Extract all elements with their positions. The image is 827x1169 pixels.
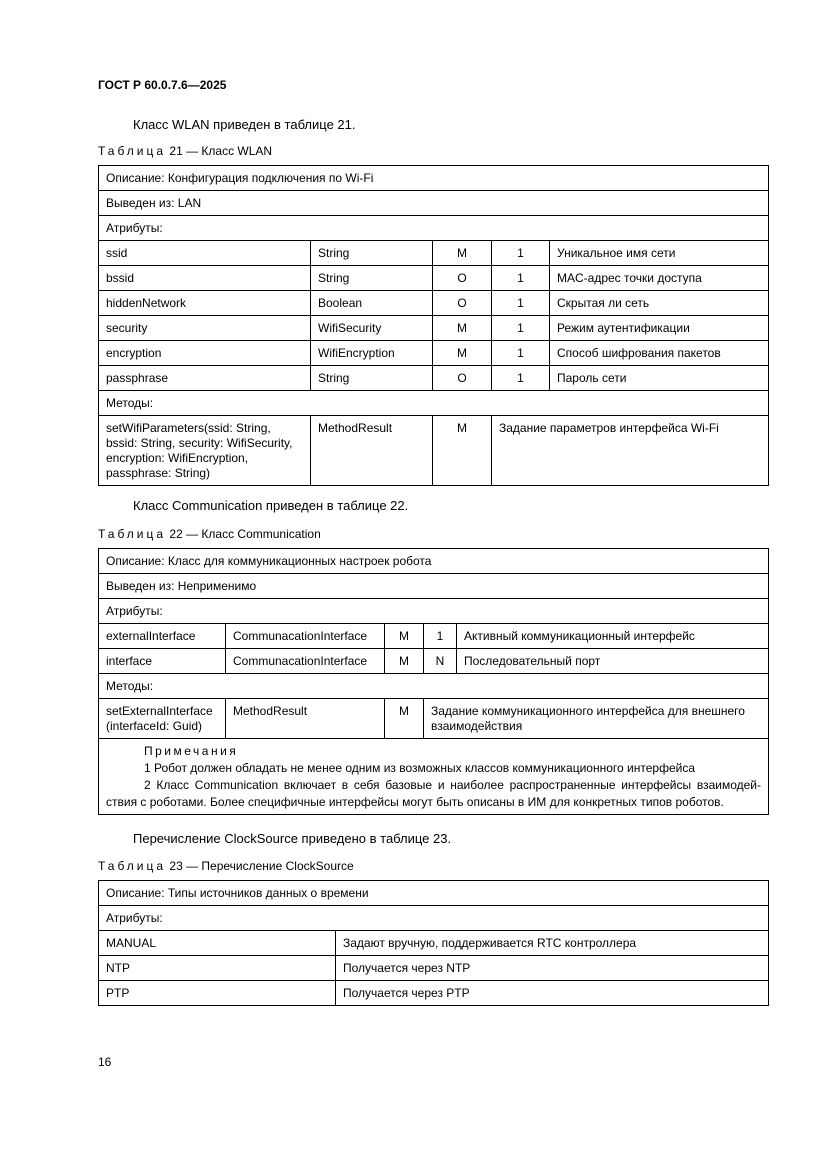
table-row <box>99 881 769 906</box>
attr-mult: 1 <box>492 341 550 366</box>
table-row <box>99 981 769 1006</box>
table-row <box>99 674 769 699</box>
attr-desc: Скрытая ли сеть <box>550 291 769 316</box>
attr-desc: Уникальное имя сети <box>550 241 769 266</box>
attr-mult: 1 <box>492 241 550 266</box>
enum-name: MANUAL <box>99 931 336 956</box>
attr-type: String <box>311 266 433 291</box>
method-req: M <box>433 416 492 486</box>
table-row <box>99 341 769 366</box>
table-row <box>99 216 769 241</box>
attr-mult: 1 <box>492 316 550 341</box>
table-row <box>99 191 769 216</box>
table-row <box>99 956 769 981</box>
attr-mult: 1 <box>424 624 457 649</box>
enum-name: PTP <box>99 981 336 1006</box>
attr-name: passphrase <box>99 366 311 391</box>
table-row <box>99 699 769 739</box>
table23-caption <box>98 859 354 873</box>
attr-req: M <box>433 316 492 341</box>
table22-caption <box>98 527 321 541</box>
method-req: M <box>385 699 424 739</box>
notes-title: Примечания <box>144 744 239 758</box>
enum-desc: Задают вручную, поддерживается RTC контроллера <box>336 931 769 956</box>
attr-type: WifiSecurity <box>311 316 433 341</box>
attr-req: M <box>385 649 424 674</box>
note-item: 1 Робот должен обладать не менее одним из возможных классов коммуникационного интерфейса <box>144 761 695 775</box>
attr-req: M <box>433 341 492 366</box>
enum-desc: Получается через NTP <box>336 956 769 981</box>
table21-derived: Выведен из: LAN <box>99 191 769 216</box>
table23-intro: Перечисление ClockSource приведено в таблице 23. <box>133 831 452 846</box>
table23-attributes-label: Атрибуты: <box>99 906 769 931</box>
method-desc: Задание коммуникационного интерфейса для внешнего взаимодействия <box>424 699 769 739</box>
table-row <box>99 549 769 574</box>
attr-name: ssid <box>99 241 311 266</box>
note-item: 2 Класс Communication включает в себя базовые и наиболее распространенные интерфейсы взаимодей-ствия с роботами. Более специфичные интерфейсы могут быть описаны в ИМ для конкретных типов роботов. <box>106 778 761 809</box>
document-header: ГОСТ Р 60.0.7.6—2025 <box>98 78 227 92</box>
table-row <box>99 291 769 316</box>
attr-desc: Способ шифрования пакетов <box>550 341 769 366</box>
table-row <box>99 739 769 815</box>
table21-caption <box>98 144 272 158</box>
table-row <box>99 166 769 191</box>
table22-methods-label: Методы: <box>99 674 769 699</box>
attr-mult: 1 <box>492 366 550 391</box>
table21-attributes-label: Атрибуты: <box>99 216 769 241</box>
table-row <box>99 241 769 266</box>
table22-caption-title: 22 — Класс Communication <box>166 527 321 541</box>
table-row <box>99 391 769 416</box>
table-row <box>99 906 769 931</box>
attr-type: Boolean <box>311 291 433 316</box>
attr-req: O <box>433 266 492 291</box>
attr-desc: MAC-адрес точки доступа <box>550 266 769 291</box>
table22-description: Описание: Класс для коммуникационных настроек робота <box>99 549 769 574</box>
attr-req: M <box>385 624 424 649</box>
table21-methods-label: Методы: <box>99 391 769 416</box>
table-row <box>99 624 769 649</box>
attr-desc: Режим аутентификации <box>550 316 769 341</box>
table-row <box>99 574 769 599</box>
table-21-wlan <box>98 165 769 486</box>
table22-notes <box>99 739 769 815</box>
method-type: MethodResult <box>311 416 433 486</box>
attr-mult: 1 <box>492 291 550 316</box>
attr-type: WifiEncryption <box>311 341 433 366</box>
table-23-clocksource <box>98 880 769 1006</box>
attr-desc: Пароль сети <box>550 366 769 391</box>
table-row <box>99 599 769 624</box>
attr-mult: 1 <box>492 266 550 291</box>
attr-name: bssid <box>99 266 311 291</box>
table22-derived: Выведен из: Неприменимо <box>99 574 769 599</box>
table21-caption-prefix: Таблица <box>98 144 167 158</box>
enum-desc: Получается через PTP <box>336 981 769 1006</box>
attr-name: interface <box>99 649 226 674</box>
attr-mult: N <box>424 649 457 674</box>
attr-name: externalInterface <box>99 624 226 649</box>
attr-name: hiddenNetwork <box>99 291 311 316</box>
attr-req: M <box>433 241 492 266</box>
attr-desc: Последовательный порт <box>457 649 769 674</box>
table-row <box>99 649 769 674</box>
table-row <box>99 931 769 956</box>
attr-desc: Активный коммуникационный интерфейс <box>457 624 769 649</box>
table21-intro: Класс WLAN приведен в таблице 21. <box>133 117 356 132</box>
method-name: setExternalInterface (interfaceId: Guid) <box>99 699 226 739</box>
attr-req: O <box>433 366 492 391</box>
table23-description: Описание: Типы источников данных о времени <box>99 881 769 906</box>
table22-intro: Класс Communication приведен в таблице 22. <box>133 498 409 513</box>
table23-caption-prefix: Таблица <box>98 859 167 873</box>
attr-type: String <box>311 241 433 266</box>
method-name: setWifiParameters(ssid: String, bssid: String, security: WifiSecurity, encryption: WifiEncryption, passphrase: String) <box>99 416 311 486</box>
enum-name: NTP <box>99 956 336 981</box>
table23-caption-title: 23 — Перечисление ClockSource <box>166 859 354 873</box>
attr-name: encryption <box>99 341 311 366</box>
method-desc: Задание параметров интерфейса Wi-Fi <box>492 416 769 486</box>
table-row <box>99 366 769 391</box>
table22-caption-prefix: Таблица <box>98 527 167 541</box>
page-number: 16 <box>98 1055 112 1069</box>
table-22-communication <box>98 548 769 815</box>
attr-type: CommunacationInterface <box>226 649 385 674</box>
table-row <box>99 316 769 341</box>
table-row <box>99 266 769 291</box>
attr-type: CommunacationInterface <box>226 624 385 649</box>
method-type: MethodResult <box>226 699 385 739</box>
attr-req: O <box>433 291 492 316</box>
table21-caption-title: 21 — Класс WLAN <box>166 144 273 158</box>
attr-type: String <box>311 366 433 391</box>
table-row <box>99 416 769 486</box>
table21-description: Описание: Конфигурация подключения по Wi-Fi <box>99 166 769 191</box>
table22-attributes-label: Атрибуты: <box>99 599 769 624</box>
attr-name: security <box>99 316 311 341</box>
